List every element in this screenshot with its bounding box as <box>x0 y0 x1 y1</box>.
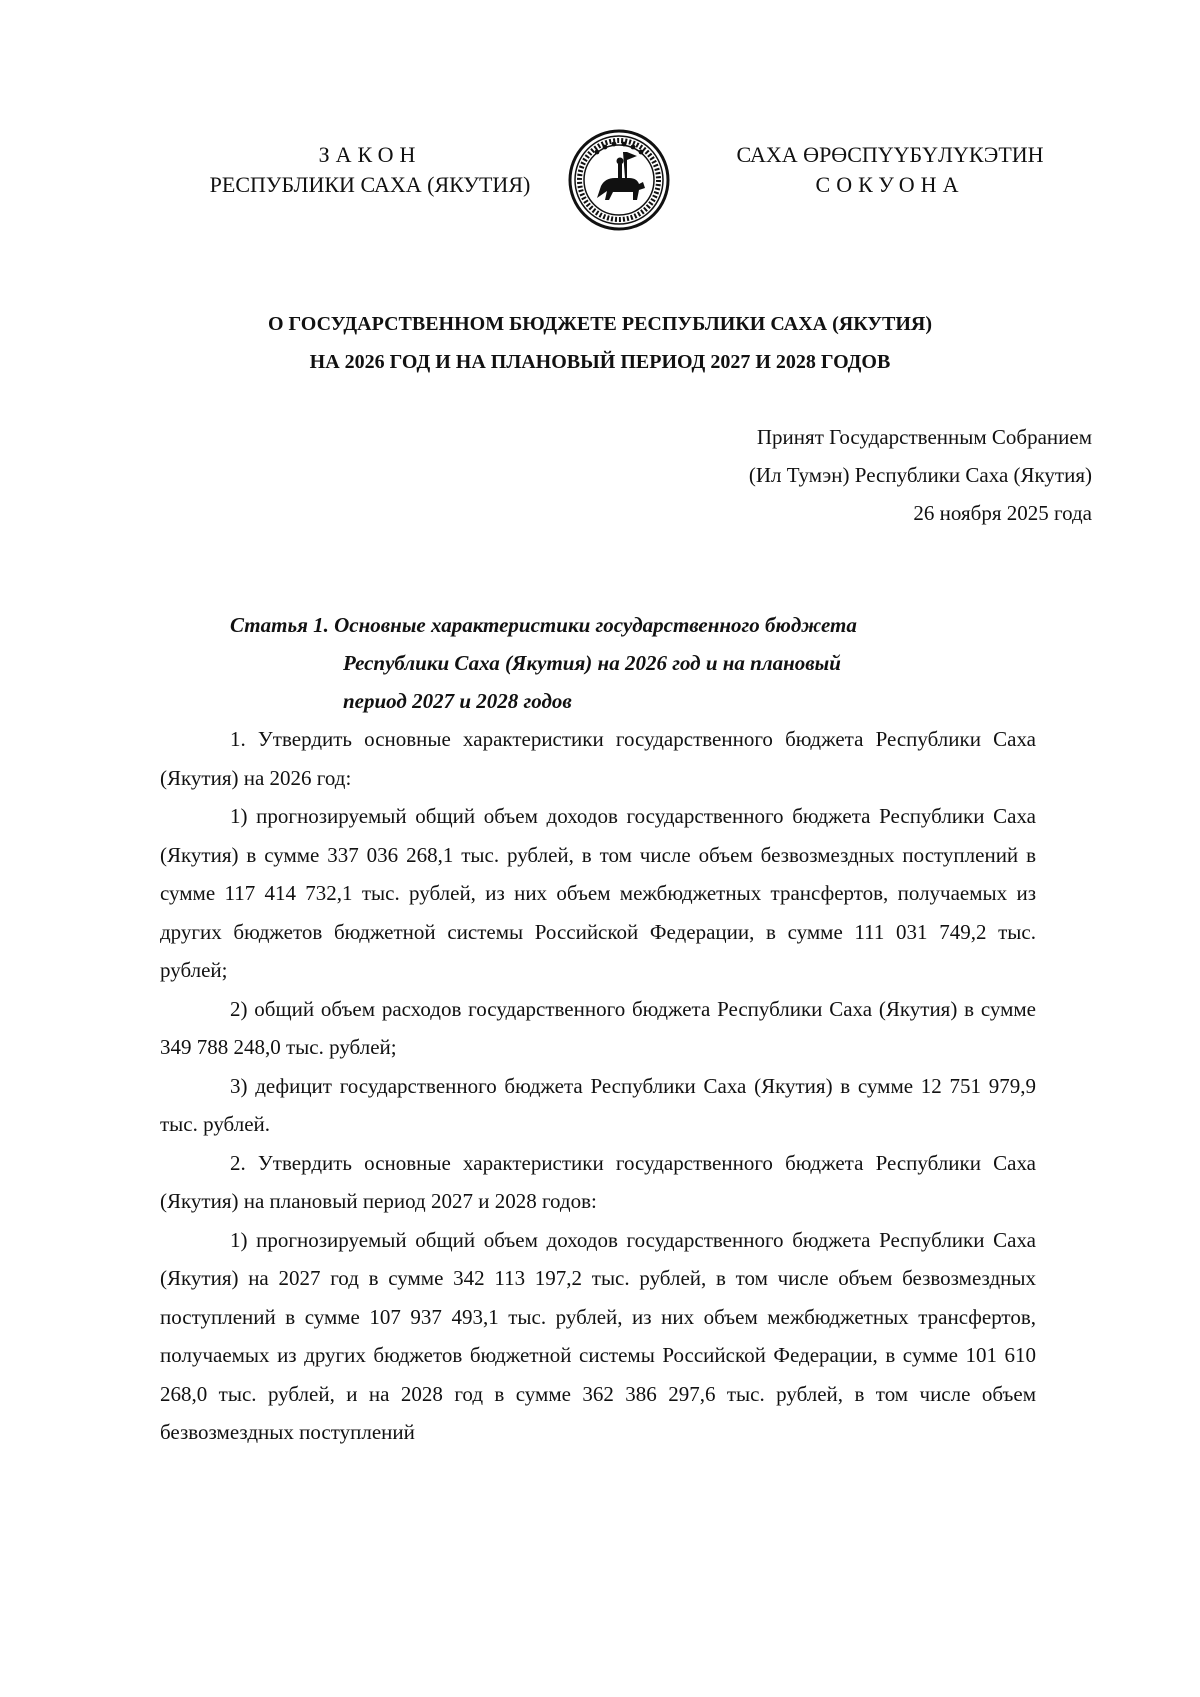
law-label: ЗАКОН <box>318 142 422 167</box>
republic-name-yakut: САХА ӨРӨСПҮҮБҮЛҮКЭТИН <box>736 142 1044 167</box>
article-1-title-line3: период 2027 и 2028 годов <box>343 689 572 713</box>
article-1-body <box>160 720 1036 1452</box>
adoption-block <box>572 418 1092 532</box>
paragraph: 3) дефицит государственного бюджета Республики Саха (Якутия) в сумме 12 751 979,9 тыс. рублей. <box>160 1073 1036 1136</box>
article-1-title <box>230 606 1030 720</box>
adoption-line2: (Ил Тумэн) Республики Саха (Якутия) <box>748 463 1092 487</box>
article-1-title-line2: Республики Саха (Якутия) на 2026 год и на плановый <box>343 651 841 675</box>
paragraph: 2. Утвердить основные характеристики государственного бюджета Республики Саха (Якутия) на плановый период 2027 и 2028 годов: <box>160 1150 1036 1213</box>
republic-name: РЕСПУБЛИКИ САХА (ЯКУТИЯ) <box>209 172 531 197</box>
paragraph: 1) прогнозируемый общий объем доходов государственного бюджета Республики Саха (Якутия) в сумме 337 036 268,1 тыс. рублей, в том числе объем безвозмездных поступлений в сумме 117 414 732,1 тыс. рублей, из них объем межбюджетных трансфертов, получаемых из других бюджетов бюджетной системы Российской Федерации, в сумме 111 031 749,2 тыс. рублей; <box>160 804 1036 982</box>
law-title <box>160 305 1040 381</box>
article-1-title-line1: Статья 1. Основные характеристики государственного бюджета <box>230 613 857 637</box>
law-label-yakut: СОКУОНА <box>815 172 965 197</box>
header-right <box>700 140 1080 200</box>
coat-of-arms-emblem-icon <box>567 128 671 232</box>
header-left <box>200 140 540 200</box>
paragraph: 1. Утвердить основные характеристики государственного бюджета Республики Саха (Якутия) на 2026 год: <box>160 727 1036 790</box>
law-title-line1: О ГОСУДАРСТВЕННОМ БЮДЖЕТЕ РЕСПУБЛИКИ САХА (ЯКУТИЯ) <box>267 313 933 335</box>
paragraph: 2) общий объем расходов государственного бюджета Республики Саха (Якутия) в сумме 349 788 248,0 тыс. рублей; <box>160 996 1036 1059</box>
adoption-line1: Принят Государственным Собранием <box>756 425 1092 449</box>
law-title-line2: НА 2026 ГОД И НА ПЛАНОВЫЙ ПЕРИОД 2027 И 2028 ГОДОВ <box>309 351 891 373</box>
adoption-date: 26 ноября 2025 года <box>913 501 1092 525</box>
paragraph: 1) прогнозируемый общий объем доходов государственного бюджета Республики Саха (Якутия) на 2027 год в сумме 342 113 197,2 тыс. рублей, в том числе объем безвозмездных поступлений в сумме 107 937 493,1 тыс. рублей, из них объем межбюджетных трансфертов, получаемых из других бюджетов бюджетной системы Российской Федерации, в сумме 101 610 268,0 тыс. рублей, и на 2028 год в сумме 362 386 297,6 тыс. рублей, в том числе объем безвозмездных поступлений <box>160 1227 1036 1444</box>
